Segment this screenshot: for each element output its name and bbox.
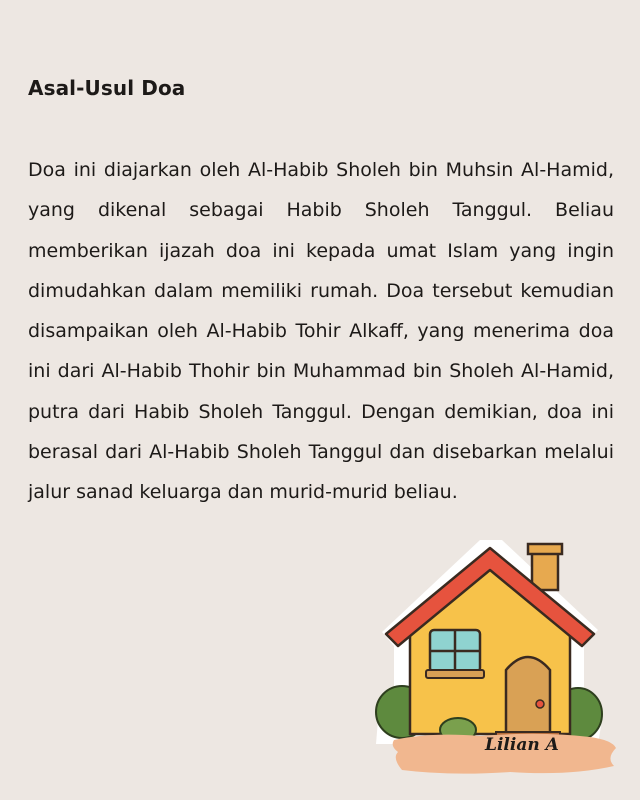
article-body: Doa ini diajarkan oleh Al-Habib Sholeh bin Muhsin Al-Hamid, yang dikenal sebagai Habib Sholeh Tanggul. Beliau memberikan ijazah doa ini kepada umat Islam yang ingin dimudahkan dalam memiliki rumah. Doa tersebut kemudian disampaikan oleh Al-Habib Tohir Alkaff, yang menerima doa ini dari Al-Habib Thohir bin Muhammad bin Sholeh Al-Hamid, putra dari Habib Sholeh Tanggul. Dengan demikian, doa ini berasal dari Al-Habib Sholeh Tanggul dan disebarkan melalui jalur sanad keluarga dan murid-murid beliau. — [28, 159, 614, 504]
page-title: Asal-Usul Doa — [28, 76, 186, 100]
house-door — [506, 657, 550, 734]
house-icon — [372, 534, 608, 744]
chimney — [532, 550, 558, 590]
signature: Lilian A — [485, 735, 559, 755]
